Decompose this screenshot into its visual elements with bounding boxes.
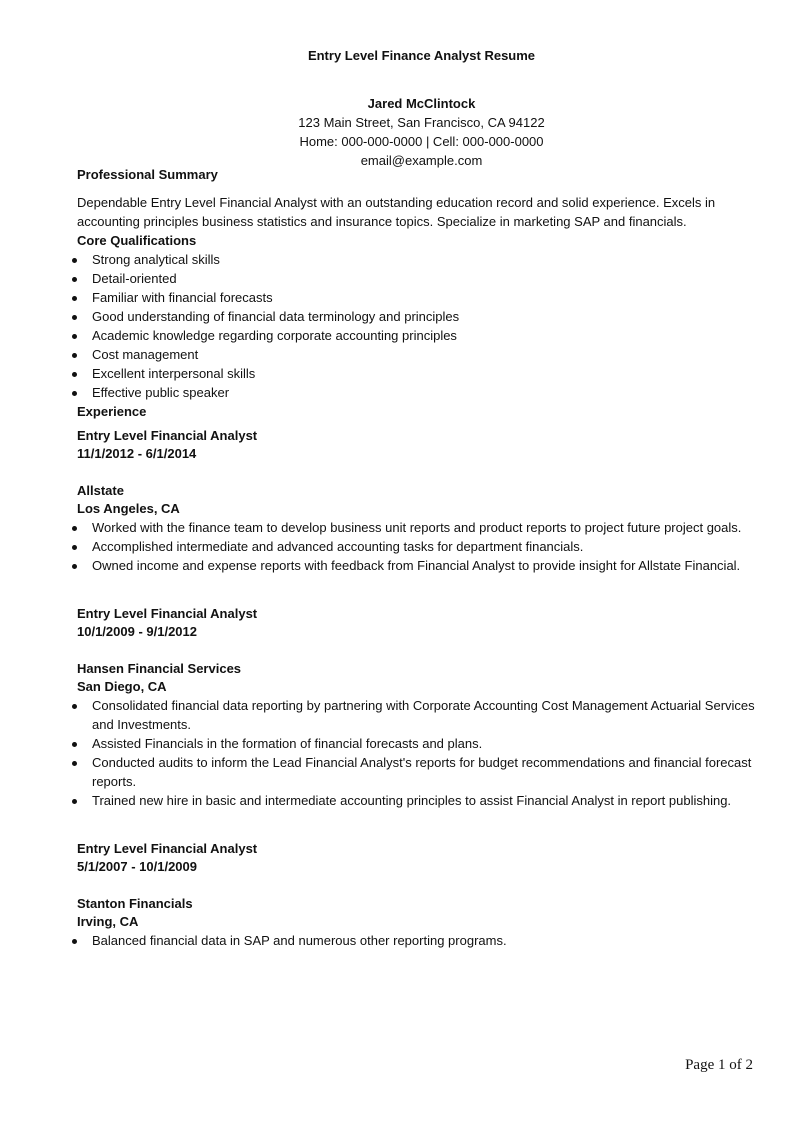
list-item: Conducted audits to inform the Lead Financial Analyst's reports for budget recommendations and financial forecast reports. [77, 753, 757, 791]
list-item: Detail-oriented [77, 269, 757, 288]
list-item: Worked with the finance team to develop business unit reports and product reports to project future project goals. [77, 518, 757, 537]
job-bullets [77, 931, 757, 950]
job-title: Entry Level Financial Analyst [77, 606, 258, 621]
phone-numbers: Home: 000-000-0000 | Cell: 000-000-0000 [299, 134, 544, 149]
summary-text: Dependable Entry Level Financial Analyst with an outstanding education record and solid experience. Excels in accounting principles business statistics and insurance topics. Specialize in marketing SAP and financials. [77, 195, 716, 229]
email: email@example.com [360, 153, 483, 168]
list-item: Balanced financial data in SAP and numerous other reporting programs. [77, 931, 757, 950]
summary-heading: Professional Summary [77, 167, 218, 182]
job-company: Hansen Financial Services [77, 661, 242, 676]
page-number: Page 1 of 2 [685, 1057, 753, 1073]
job-dates: 11/1/2012 - 6/1/2014 [77, 446, 197, 461]
list-item: Strong analytical skills [77, 250, 757, 269]
job-bullets [77, 696, 757, 810]
list-item: Trained new hire in basic and intermediate accounting principles to assist Financial Analyst in report publishing. [77, 791, 757, 810]
job-dates: 5/1/2007 - 10/1/2009 [77, 859, 197, 874]
job-company: Allstate [77, 483, 124, 498]
doc-title: Entry Level Finance Analyst Resume [307, 48, 536, 63]
job-title: Entry Level Financial Analyst [77, 428, 258, 443]
job-location: San Diego, CA [77, 679, 167, 694]
list-item: Assisted Financials in the formation of financial forecasts and plans. [77, 734, 757, 753]
job-company: Stanton Financials [77, 896, 193, 911]
job-dates: 10/1/2009 - 9/1/2012 [77, 624, 197, 639]
job-location: Los Angeles, CA [77, 501, 180, 516]
experience-heading: Experience [77, 404, 147, 419]
job-location: Irving, CA [77, 914, 139, 929]
list-item: Owned income and expense reports with feedback from Financial Analyst to provide insight for Allstate Financial. [77, 556, 757, 575]
qualifications-list [77, 250, 757, 402]
address: 123 Main Street, San Francisco, CA 94122 [298, 115, 545, 130]
contact-block [0, 94, 793, 170]
job-bullets [77, 518, 757, 575]
qualifications-heading: Core Qualifications [77, 233, 197, 248]
list-item: Familiar with financial forecasts [77, 288, 757, 307]
list-item: Excellent interpersonal skills [77, 364, 757, 383]
candidate-name: Jared McClintock [367, 96, 476, 111]
list-item: Good understanding of financial data terminology and principles [77, 307, 757, 326]
list-item: Academic knowledge regarding corporate accounting principles [77, 326, 757, 345]
job-entry [77, 605, 757, 810]
job-entry [77, 427, 757, 575]
resume-body [77, 165, 757, 950]
list-item: Effective public speaker [77, 383, 757, 402]
job-entry [77, 840, 757, 950]
list-item: Cost management [77, 345, 757, 364]
job-title: Entry Level Financial Analyst [77, 841, 258, 856]
list-item: Consolidated financial data reporting by partnering with Corporate Accounting Cost Management Actuarial Services and Investments. [77, 696, 757, 734]
list-item: Accomplished intermediate and advanced accounting tasks for department financials. [77, 537, 757, 556]
